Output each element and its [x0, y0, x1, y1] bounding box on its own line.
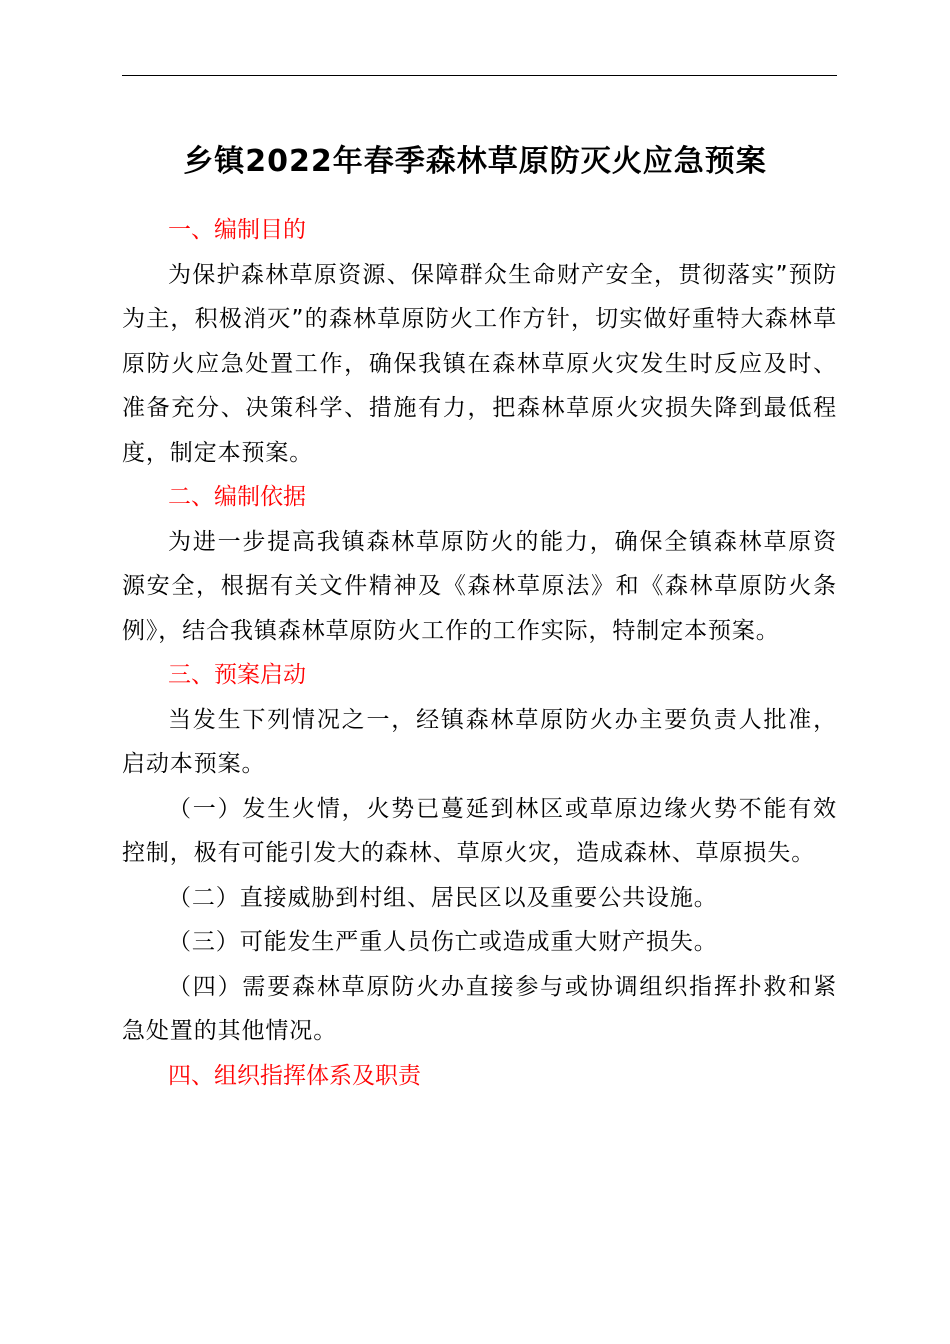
- section-2-paragraph-1: 为进一步提高我镇森林草原防火的能力，确保全镇森林草原资源安全，根据有关文件精神及《森林草原法》和《森林草原防火条例》，结合我镇森林草原防火工作的工作实际，特制定本预案。: [122, 528, 837, 644]
- section-heading-3: 三、预案启动: [168, 662, 306, 688]
- document-body: [122, 208, 837, 1098]
- document-title: 乡镇2022年春季森林草原防灭火应急预案: [183, 144, 767, 179]
- section-heading-4: 四、组织指挥体系及职责: [168, 1062, 421, 1089]
- section-3-item-1: （一）发生火情，火势已蔓延到林区或草原边缘火势不能有效控制，极有可能引发大的森林、草原火灾，造成森林、草原损失。: [122, 795, 837, 866]
- section-heading-1: 一、编制目的: [168, 217, 306, 243]
- section-heading-2: 二、编制依据: [168, 484, 306, 510]
- top-rule: [122, 75, 837, 76]
- section-3-paragraph-1: 当发生下列情况之一，经镇森林草原防火办主要负责人批准，启动本预案。: [122, 706, 837, 777]
- section-3-item-4: （四）需要森林草原防火办直接参与或协调组织指挥扑救和紧急处置的其他情况。: [122, 973, 837, 1044]
- section-1-paragraph-1: 为保护森林草原资源、保障群众生命财产安全，贯彻落实”预防为主，积极消灭”的森林草原防火工作方针，切实做好重特大森林草原防火应急处置工作，确保我镇在森林草原火灾发生时反应及时、准备充分、决策科学、措施有力，把森林草原火灾损失降到最低程度，制定本预案。: [122, 261, 837, 466]
- section-3-item-2: （二）直接威胁到村组、居民区以及重要公共设施。: [168, 884, 718, 911]
- section-3-item-3: （三）可能发生严重人员伤亡或造成重大财产损失。: [168, 929, 718, 955]
